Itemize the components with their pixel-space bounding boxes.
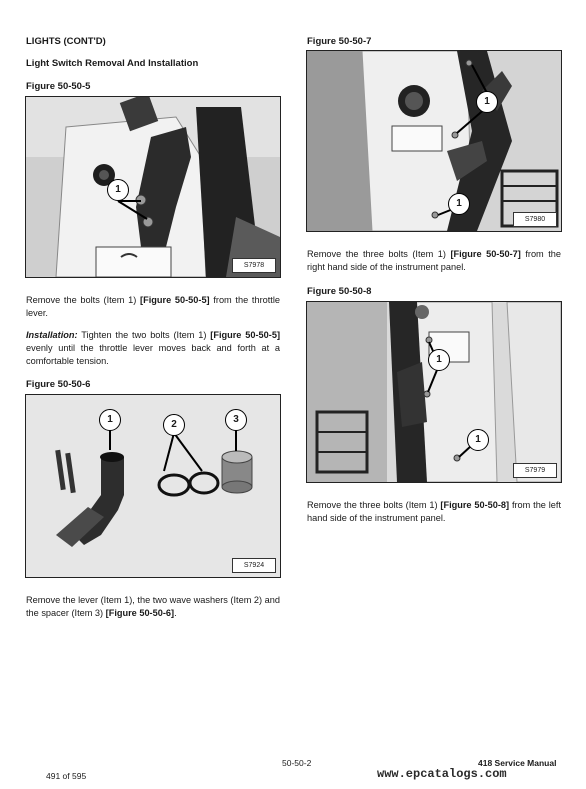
manual-title: 418 Service Manual — [478, 758, 557, 768]
section-title: LIGHTS (CONT'D) — [26, 36, 106, 47]
subsection-title: Light Switch Removal And Installation — [26, 58, 199, 69]
paragraph-remove-right-bolts — [307, 248, 561, 274]
figure-reference: [Figure 50-50-7] — [450, 249, 521, 259]
figure-code: S7980 — [513, 212, 557, 227]
paragraph-installation — [26, 329, 280, 368]
callout-3: 3 — [225, 409, 247, 431]
text: from the left hand side of the instrument panel. — [307, 500, 561, 523]
instrument-panel-right-photo — [307, 51, 561, 231]
callout-1: 1 — [476, 91, 498, 113]
figure-reference: [Figure 50-50-6] — [105, 608, 175, 618]
figure-caption-6: Figure 50-50-6 — [26, 379, 91, 390]
figure-50-50-6 — [25, 394, 281, 578]
text: Remove the lever (Item 1), the two wave washers (Item 2) and the spacer (Item 3) — [26, 595, 280, 618]
text: evenly until the throttle lever moves back and forth at a comfortable tension. — [26, 343, 280, 366]
paragraph-remove-bolts — [26, 294, 280, 320]
figure-reference: [Figure 50-50-5] — [210, 330, 280, 340]
paragraph-remove-left-bolts — [307, 499, 561, 525]
figure-caption-8: Figure 50-50-8 — [307, 286, 372, 297]
installation-label: Installation: — [26, 330, 78, 340]
text: Remove the three bolts (Item 1) — [307, 249, 451, 259]
callout-1: 1 — [99, 409, 121, 431]
callout-1: 1 — [107, 179, 129, 201]
text: Remove the bolts (Item 1) — [26, 295, 141, 305]
callout-2: 2 — [163, 414, 185, 436]
figure-code: S7978 — [232, 258, 276, 273]
text: from the right hand side of the instrument panel. — [307, 249, 561, 272]
figure-reference: [Figure 50-50-5] — [140, 295, 210, 305]
paragraph-remove-lever — [26, 594, 280, 620]
callout-1: 1 — [467, 429, 489, 451]
page-count: 491 of 595 — [46, 771, 87, 781]
text: Remove the three bolts (Item 1) — [307, 500, 441, 510]
figure-caption-7: Figure 50-50-7 — [307, 36, 372, 47]
text: Tighten the two bolts (Item 1) — [77, 330, 211, 340]
watermark: www.epcatalogs.com — [377, 767, 507, 781]
page-code: 50-50-2 — [282, 758, 312, 768]
figure-code: S7924 — [232, 558, 276, 573]
text: from the throttle lever. — [26, 295, 280, 318]
callout-1: 1 — [448, 193, 470, 215]
instrument-panel-left-photo — [307, 302, 561, 482]
figure-50-50-5 — [25, 96, 281, 278]
callout-1: 1 — [428, 349, 450, 371]
figure-caption-5: Figure 50-50-5 — [26, 81, 91, 92]
figure-50-50-8 — [306, 301, 562, 483]
throttle-lever-photo — [26, 97, 280, 277]
figure-code: S7979 — [513, 463, 557, 478]
figure-reference: [Figure 50-50-8] — [440, 500, 510, 510]
figure-50-50-7 — [306, 50, 562, 232]
text: . — [174, 608, 177, 618]
